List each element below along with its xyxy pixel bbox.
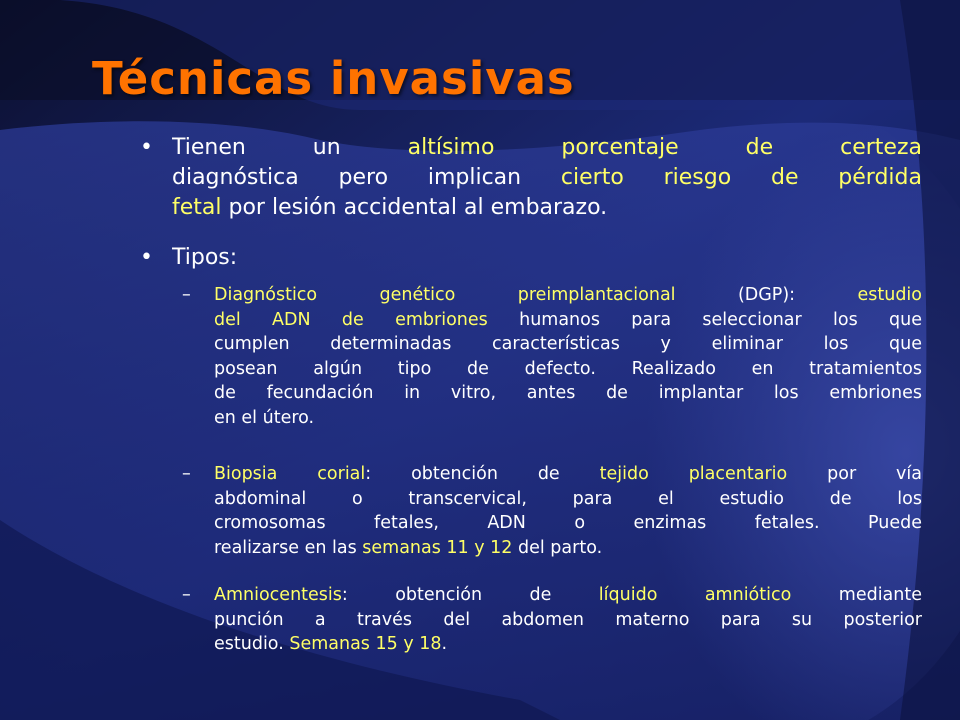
body-text: Tipos:: [172, 245, 238, 270]
subbullet-item: [214, 583, 922, 657]
text-line: [214, 536, 922, 561]
body-text: del parto.: [512, 537, 603, 558]
text-line: [214, 583, 922, 608]
highlighted-text: fetal: [172, 195, 222, 220]
slide-title: Técnicas invasivas: [92, 52, 575, 105]
body-text: realizarse en las: [214, 537, 363, 558]
text-line: [172, 163, 922, 193]
highlighted-text: estudio: [857, 285, 922, 305]
body-text: por lesión accidental al embarazo.: [221, 195, 608, 220]
highlighted-text: semanas 11 y 12: [362, 537, 513, 558]
text-line: [214, 462, 922, 487]
body-text: diagnóstica pero implican: [172, 165, 561, 190]
body-text: estudio.: [214, 634, 290, 654]
text-line: [214, 283, 922, 308]
text-line: [214, 487, 922, 512]
body-text: punción a través del abdomen materno para su posterior: [214, 609, 922, 630]
highlighted-text: líquido amniótico: [598, 585, 792, 605]
highlighted-text: Diagnóstico genético preimplantacional: [214, 285, 676, 305]
text-line: [214, 381, 922, 406]
text-line: [214, 357, 922, 382]
body-text: abdominal o transcervical, para el estudio de los: [214, 488, 922, 509]
highlighted-text: Semanas 15 y 18: [289, 634, 442, 654]
bullet-item: [172, 133, 922, 223]
body-text: Tienen un: [172, 135, 408, 160]
text-line: [214, 632, 922, 657]
highlighted-text: tejido placentario: [599, 464, 788, 484]
subbullet-marker: –: [182, 585, 191, 605]
body-text: (DGP):: [675, 285, 858, 305]
subbullet-item: [214, 283, 922, 430]
text-line: [214, 332, 922, 357]
body-text: posean algún tipo de defecto. Realizado en tratamientos: [214, 358, 922, 379]
text-line: [172, 193, 922, 223]
body-text: por vía: [787, 464, 922, 484]
highlighted-text: Biopsia corial: [214, 464, 366, 484]
highlighted-text: del ADN de embriones: [214, 309, 488, 330]
highlighted-text: Amniocentesis: [214, 585, 342, 605]
body-text: cumplen determinadas características y eliminar los que: [214, 334, 922, 354]
body-text: de fecundación in vitro, antes de implantar los embriones: [214, 383, 922, 403]
subbullet-item: [214, 462, 922, 560]
text-line: [214, 406, 922, 431]
text-line: [172, 133, 922, 163]
subbullet-marker: –: [182, 464, 191, 484]
highlighted-text: cierto riesgo de pérdida: [560, 165, 922, 190]
bullet-item: [172, 243, 922, 273]
body-text: cromosomas fetales, ADN o enzimas fetales. Puede: [214, 513, 922, 533]
body-text: en el útero.: [214, 407, 315, 428]
body-text: humanos para seleccionar los que: [487, 309, 922, 330]
text-line: [214, 308, 922, 333]
subbullet-marker: –: [182, 285, 191, 305]
highlighted-text: altísimo porcentaje de certeza: [407, 135, 922, 160]
bullet-marker: •: [140, 245, 153, 270]
body-text: .: [441, 634, 448, 654]
text-line: [214, 511, 922, 536]
text-line: [172, 243, 922, 273]
body-text: mediante: [791, 585, 922, 605]
bullet-marker: •: [140, 135, 153, 160]
body-text: : obtención de: [365, 464, 600, 484]
body-text: : obtención de: [341, 585, 599, 605]
text-line: [214, 608, 922, 633]
